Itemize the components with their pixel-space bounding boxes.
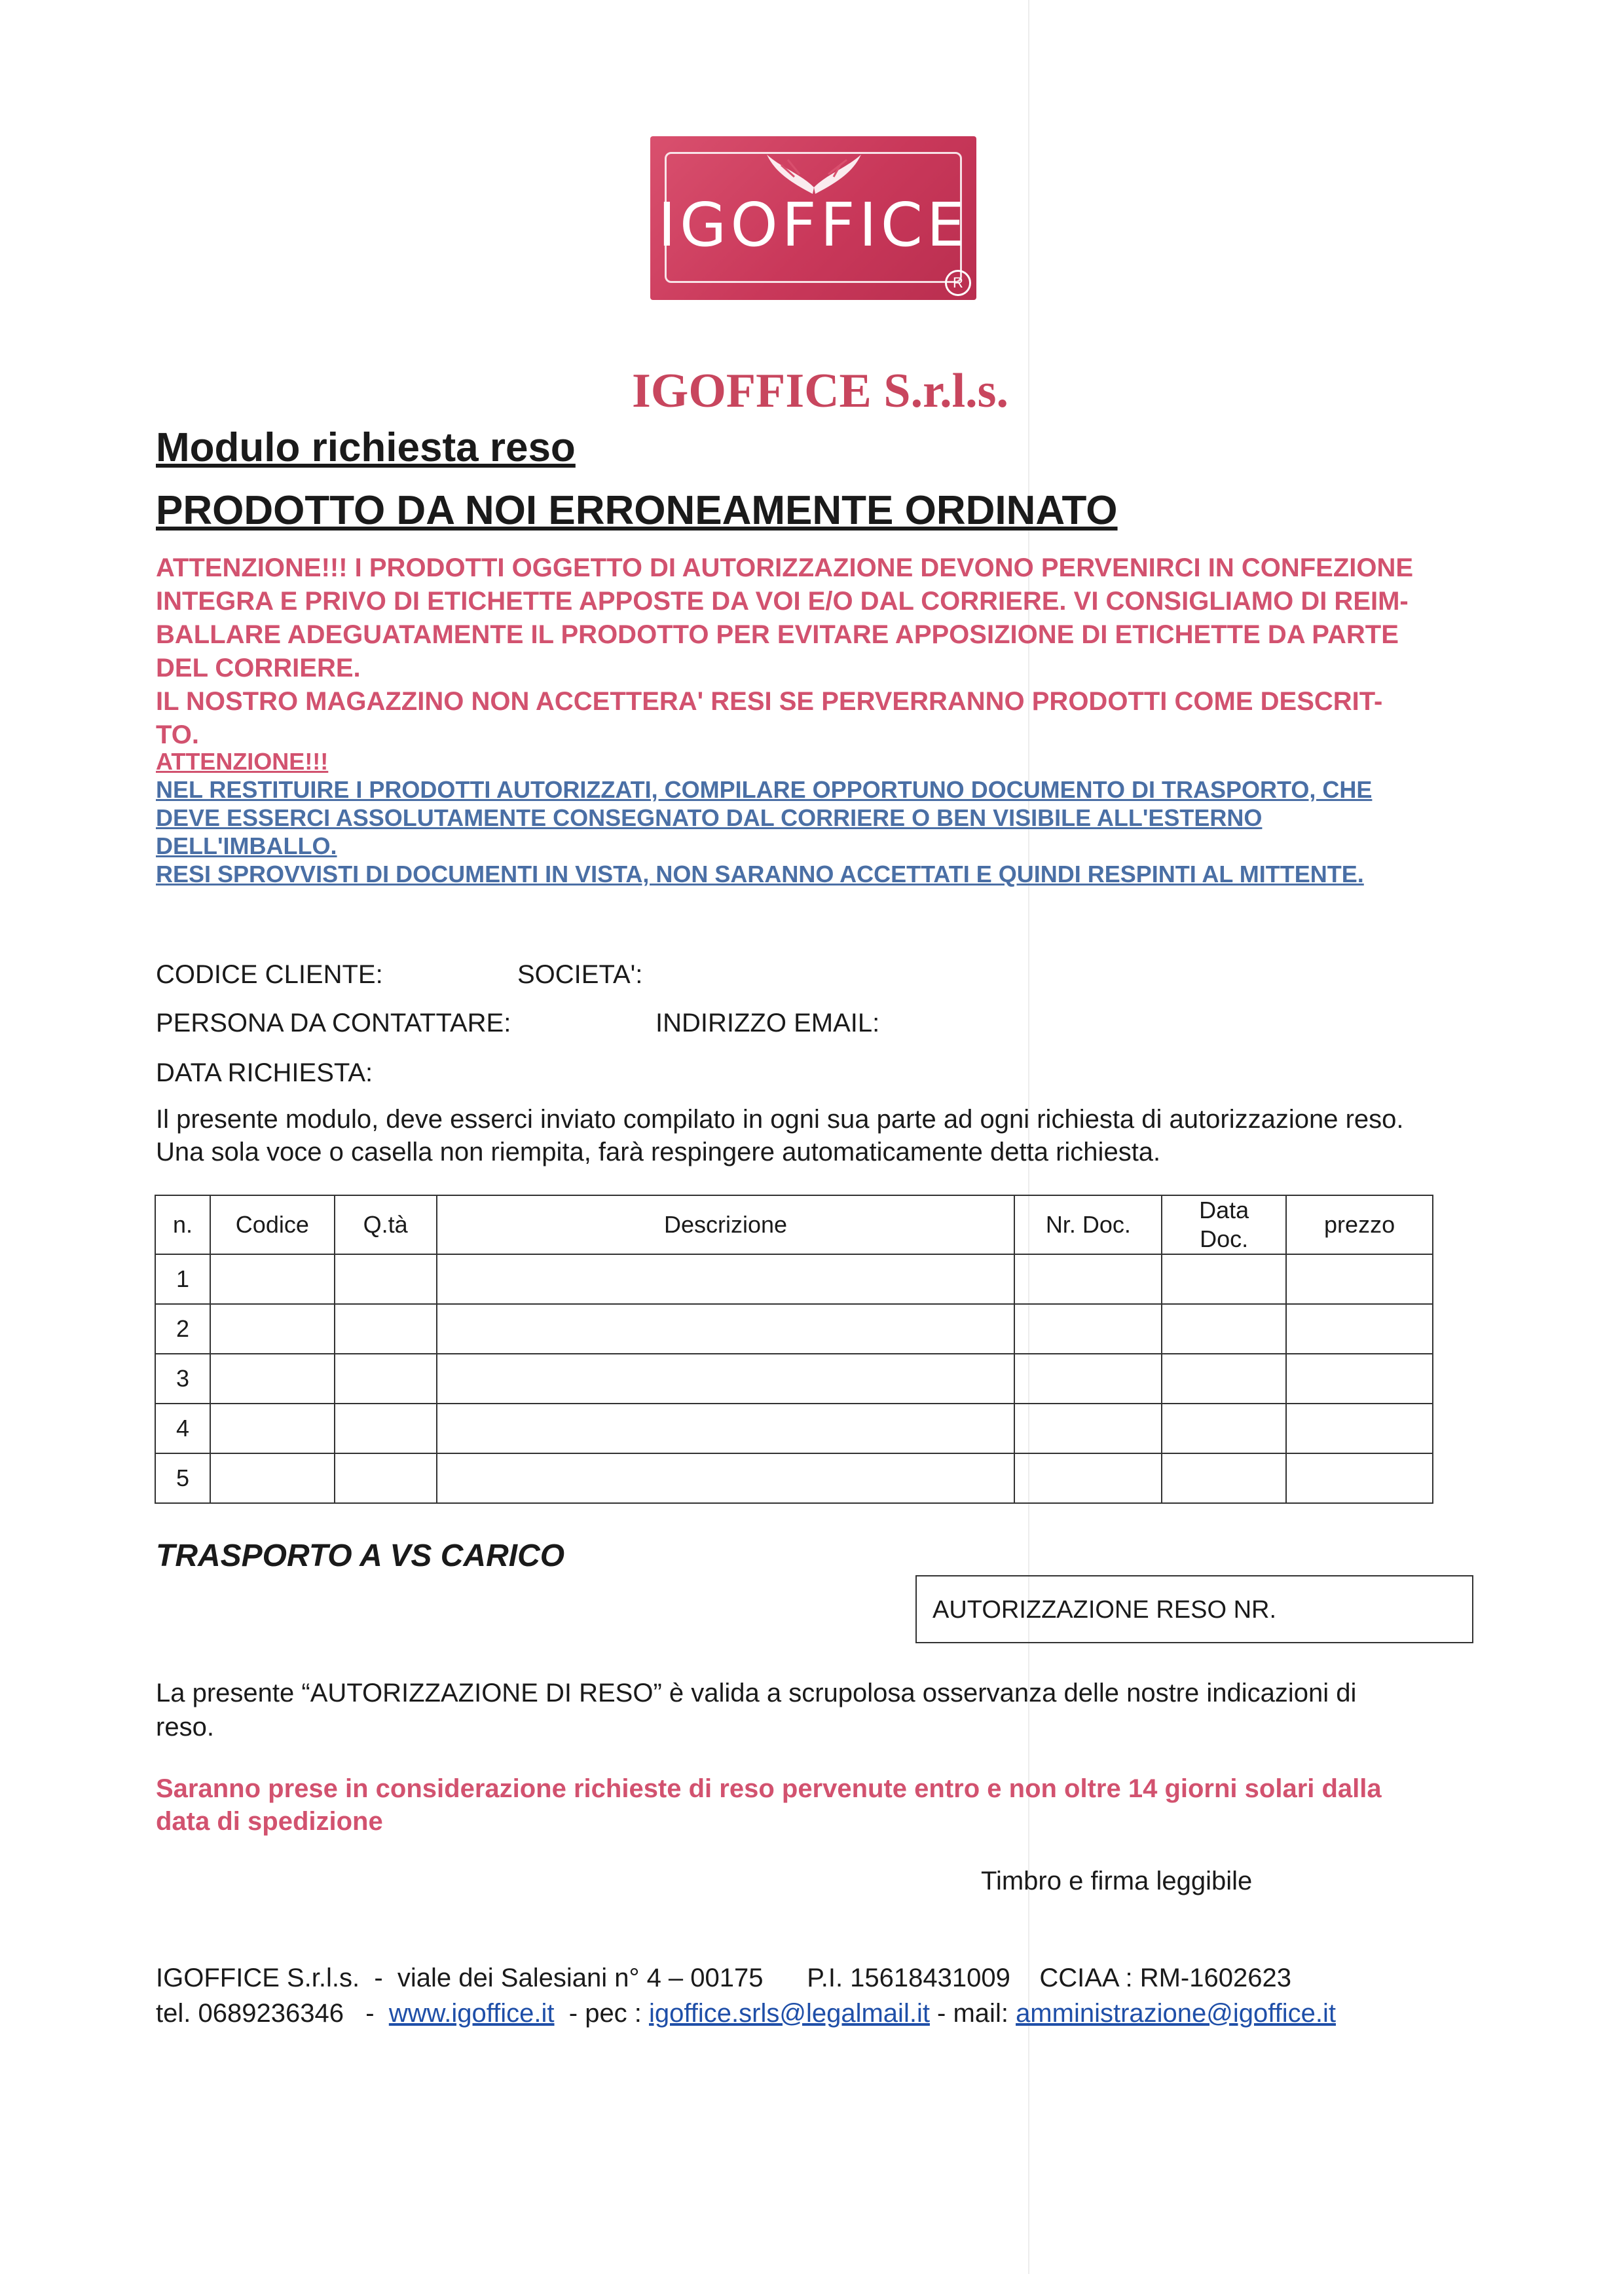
row-number: 2 — [155, 1304, 210, 1354]
warning-line: ATTENZIONE!!! I PRODOTTI OGGETTO DI AUTORIZZAZIONE DEVONO PERVENIRCI IN CONFEZIONE — [156, 553, 1414, 582]
cell-descrizione[interactable] — [437, 1453, 1015, 1503]
instructions-line: Il presente modulo, deve esserci inviato compilato in ogni sua parte ad ogni richiesta di autorizzazione reso. — [156, 1105, 1404, 1134]
cell-nr-doc[interactable] — [1014, 1304, 1162, 1354]
warning-line: IL NOSTRO MAGAZZINO NON ACCETTERA' RESI SE PERVERRANNO PRODOTTI COME DESCRIT- — [156, 687, 1383, 716]
cell-qta[interactable] — [335, 1254, 437, 1304]
cell-descrizione[interactable] — [437, 1304, 1015, 1354]
cell-nr-doc[interactable] — [1014, 1354, 1162, 1404]
codice-cliente-label: CODICE CLIENTE: — [156, 960, 383, 989]
items-table — [155, 1195, 1433, 1504]
footer-contacts — [156, 1999, 1336, 2028]
footer-address: IGOFFICE S.r.l.s. - viale dei Salesiani n° 4 – 00175 P.I. 15618431009 CCIAA : RM-1602623 — [156, 1964, 1291, 1992]
header-codice: Codice — [210, 1195, 335, 1254]
footer-pec-label: - pec : — [554, 1999, 650, 2028]
societa-label: SOCIETA': — [517, 960, 643, 989]
table-row — [155, 1304, 1433, 1354]
table-row — [155, 1453, 1433, 1503]
company-name: IGOFFICE S.r.l.s. — [632, 364, 1008, 418]
notice-heading: ATTENZIONE!!! — [156, 748, 329, 775]
deadline-line: Saranno prese in considerazione richieste di reso pervenute entro e non oltre 14 giorni solari dalla — [156, 1774, 1382, 1803]
warning-line: INTEGRA E PRIVO DI ETICHETTE APPOSTE DA VOI E/O DAL CORRIERE. VI CONSIGLIAMO DI REIM- — [156, 587, 1409, 616]
notice-line: DELL'IMBALLO. — [156, 832, 337, 859]
table-row — [155, 1254, 1433, 1304]
cell-data-doc[interactable] — [1162, 1453, 1286, 1503]
footer-tel: tel. 0689236346 - — [156, 1999, 389, 2028]
instructions-line: Una sola voce o casella non riempita, farà respingere automaticamente detta richiesta. — [156, 1138, 1161, 1166]
cell-codice[interactable] — [210, 1404, 335, 1453]
table-header-row — [155, 1195, 1433, 1254]
pec-link[interactable]: igoffice.srls@legalmail.it — [649, 1999, 930, 2028]
cell-qta[interactable] — [335, 1404, 437, 1453]
cell-codice[interactable] — [210, 1254, 335, 1304]
table-row — [155, 1404, 1433, 1453]
data-richiesta-label: DATA RICHIESTA: — [156, 1058, 373, 1087]
cell-prezzo[interactable] — [1286, 1453, 1433, 1503]
cell-prezzo[interactable] — [1286, 1254, 1433, 1304]
email-label: INDIRIZZO EMAIL: — [655, 1009, 880, 1037]
cell-codice[interactable] — [210, 1453, 335, 1503]
notice-line: RESI SPROVVISTI DI DOCUMENTI IN VISTA, NON SARANNO ACCETTATI E QUINDI RESPINTI AL MITTENTE. — [156, 861, 1364, 887]
row-number: 1 — [155, 1254, 210, 1304]
cell-data-doc[interactable] — [1162, 1254, 1286, 1304]
form-subtitle: PRODOTTO DA NOI ERRONEAMENTE ORDINATO — [156, 488, 1118, 533]
cell-data-doc[interactable] — [1162, 1404, 1286, 1453]
header-n: n. — [155, 1195, 210, 1254]
cell-nr-doc[interactable] — [1014, 1404, 1162, 1453]
form-title: Modulo richiesta reso — [156, 425, 576, 470]
warning-line: DEL CORRIERE. — [156, 654, 361, 682]
cell-qta[interactable] — [335, 1453, 437, 1503]
website-link[interactable]: www.igoffice.it — [388, 1999, 555, 2028]
row-number: 4 — [155, 1404, 210, 1453]
cell-qta[interactable] — [335, 1354, 437, 1404]
header-descrizione: Descrizione — [437, 1195, 1015, 1254]
header-prezzo: prezzo — [1286, 1195, 1433, 1254]
warning-line: BALLARE ADEGUATAMENTE IL PRODOTTO PER EVITARE APPOSIZIONE DI ETICHETTE DA PARTE — [156, 620, 1399, 649]
notice-line: DEVE ESSERCI ASSOLUTAMENTE CONSEGNATO DAL CORRIERE O BEN VISIBILE ALL'ESTERNO — [156, 804, 1263, 831]
logo-wordmark: IGOFFICE — [657, 190, 969, 260]
header-nr-doc: Nr. Doc. — [1014, 1195, 1162, 1254]
validity-line: reso. — [156, 1713, 214, 1742]
cell-codice[interactable] — [210, 1304, 335, 1354]
validity-line: La presente “AUTORIZZAZIONE DI RESO” è valida a scrupolosa osservanza delle nostre indicazioni di — [156, 1679, 1357, 1707]
footer-mail-label: - mail: — [929, 1999, 1016, 2028]
cell-descrizione[interactable] — [437, 1254, 1015, 1304]
cell-data-doc[interactable] — [1162, 1304, 1286, 1354]
notice-line: NEL RESTITUIRE I PRODOTTI AUTORIZZATI, COMPILARE OPPORTUNO DOCUMENTO DI TRASPORTO, CHE — [156, 776, 1373, 803]
cell-prezzo[interactable] — [1286, 1354, 1433, 1404]
cell-descrizione[interactable] — [437, 1404, 1015, 1453]
autorizzazione-box[interactable] — [915, 1575, 1473, 1643]
cell-descrizione[interactable] — [437, 1354, 1015, 1404]
cell-codice[interactable] — [210, 1354, 335, 1404]
row-number: 5 — [155, 1453, 210, 1503]
autorizzazione-label: AUTORIZZAZIONE RESO NR. — [932, 1596, 1277, 1624]
registered-mark: R — [945, 270, 971, 296]
cell-qta[interactable] — [335, 1304, 437, 1354]
cell-prezzo[interactable] — [1286, 1404, 1433, 1453]
company-logo — [650, 136, 976, 300]
deadline-line: data di spedizione — [156, 1807, 383, 1836]
cell-nr-doc[interactable] — [1014, 1453, 1162, 1503]
persona-label: PERSONA DA CONTATTARE: — [156, 1009, 511, 1037]
cell-nr-doc[interactable] — [1014, 1254, 1162, 1304]
row-number: 3 — [155, 1354, 210, 1404]
header-data-doc: Data Doc. — [1162, 1195, 1286, 1254]
trasporto-heading: TRASPORTO A VS CARICO — [156, 1538, 565, 1573]
mail-link[interactable]: amministrazione@igoffice.it — [1016, 1999, 1337, 2028]
header-qta: Q.tà — [335, 1195, 437, 1254]
table-row — [155, 1354, 1433, 1404]
signature-label: Timbro e firma leggibile — [981, 1867, 1253, 1895]
cell-data-doc[interactable] — [1162, 1354, 1286, 1404]
warning-line: TO. — [156, 720, 199, 749]
cell-prezzo[interactable] — [1286, 1304, 1433, 1354]
